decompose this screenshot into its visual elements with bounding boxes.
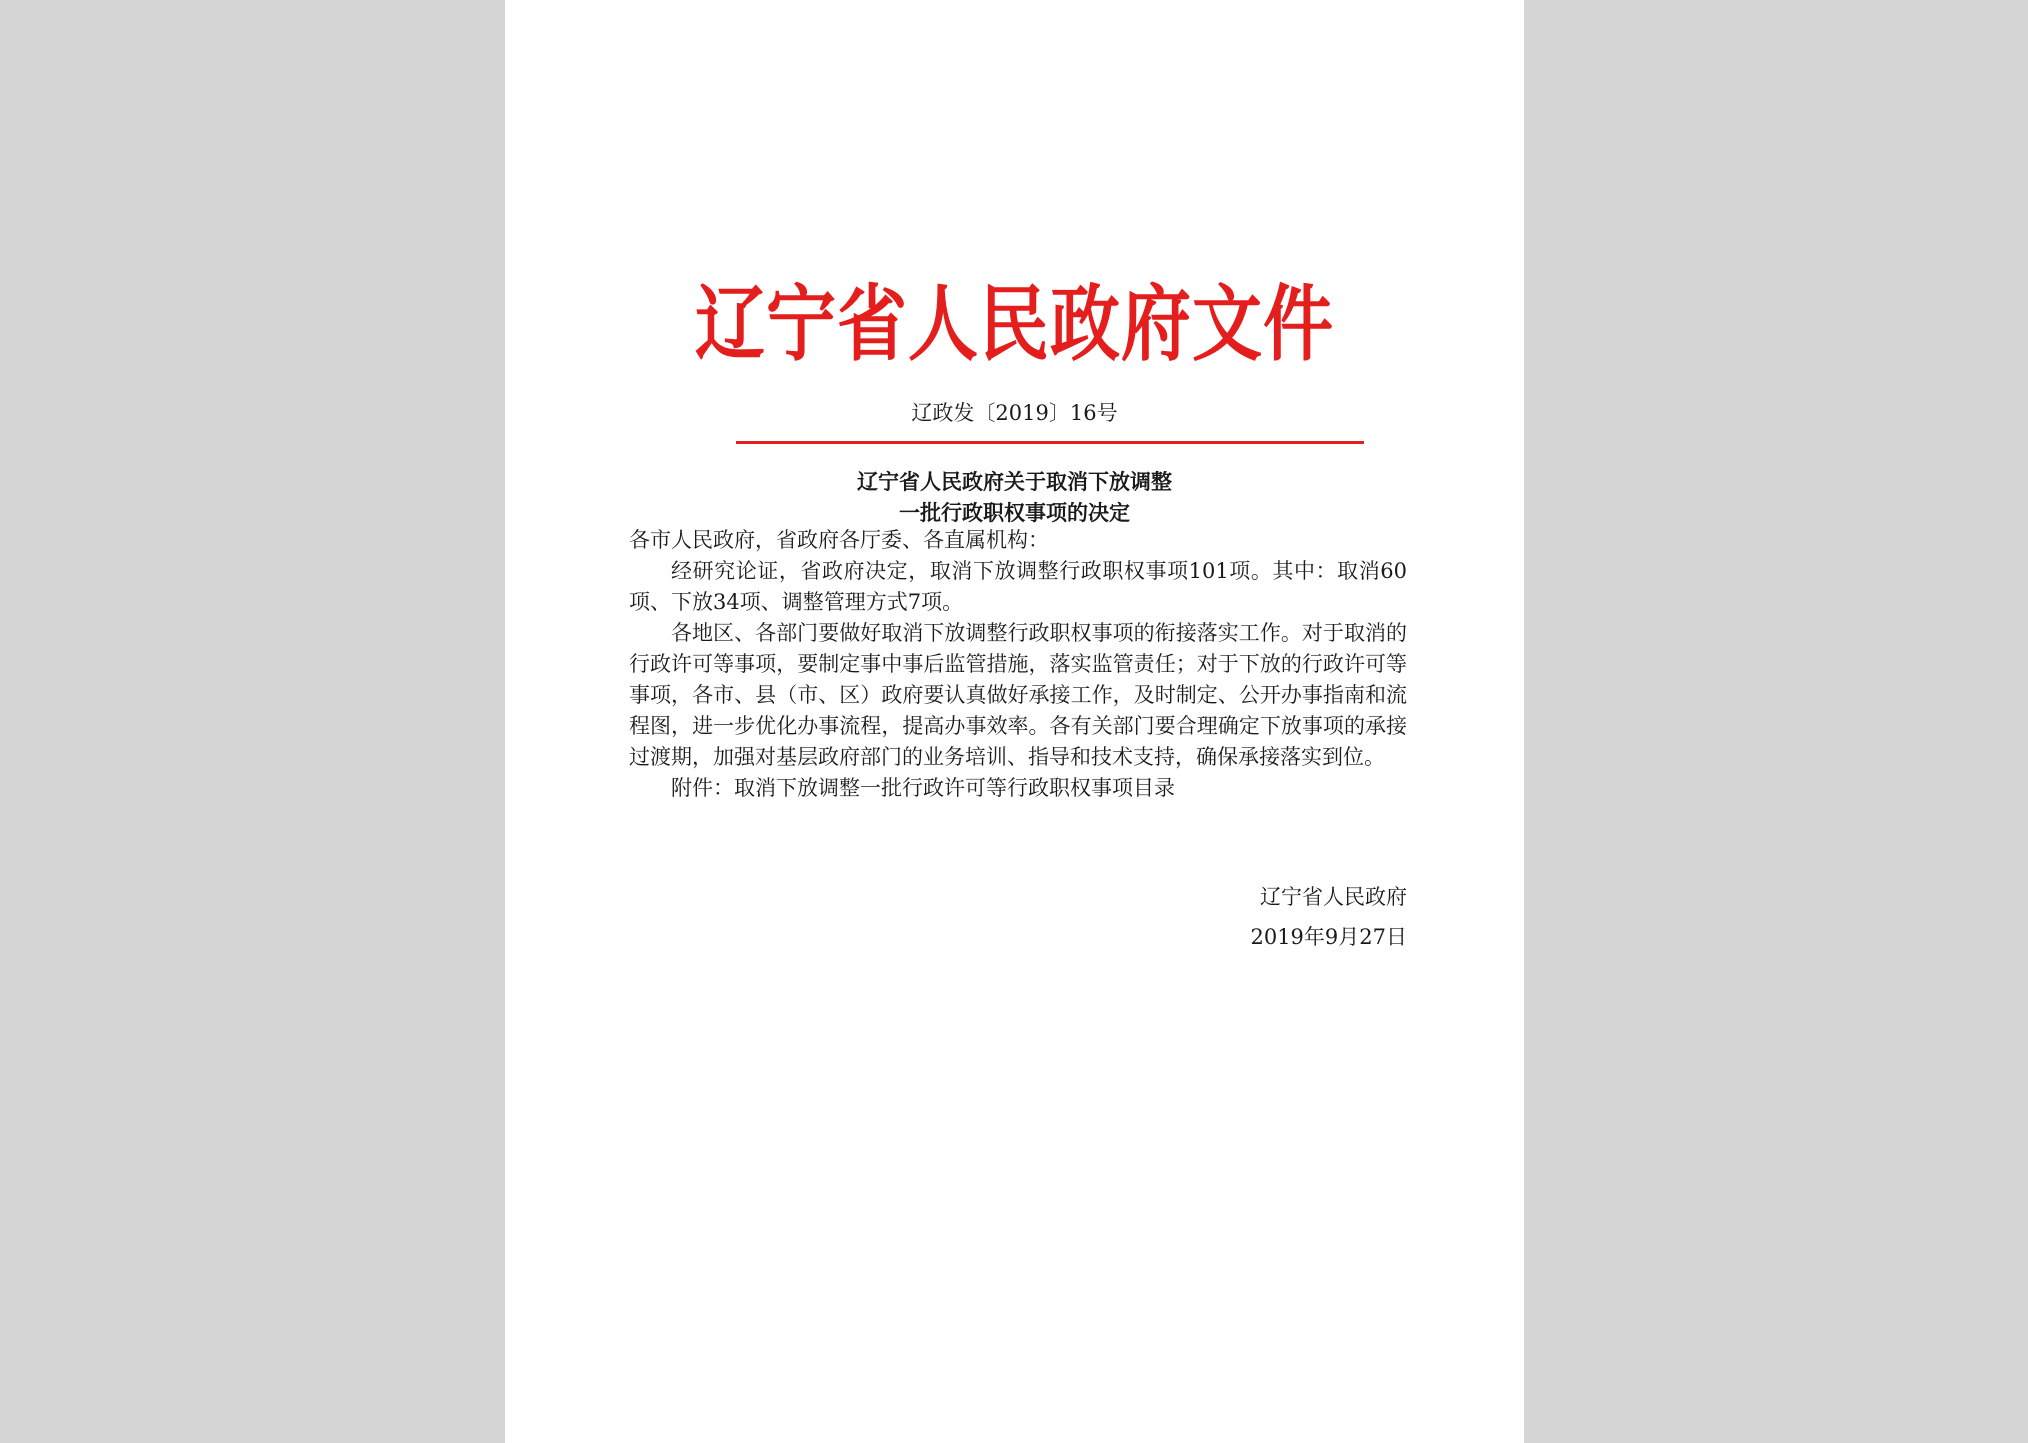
red-separator-line [736,441,1364,444]
salutation: 各市人民政府，省政府各厅委、各直属机构： [629,528,1049,552]
attachment-line: 附件：取消下放调整一批行政许可等行政职权事项目录 [671,776,1175,800]
signatory: 辽宁省人民政府 [1260,885,1407,909]
document-number: 辽政发〔2019〕16号 [911,401,1118,425]
signature-block [1250,877,1407,957]
body-paragraph-1: 经研究论证，省政府决定，取消下放调整行政职权事项101项。其中：取消60项、下放34项、调整管理方式7项。 [629,559,1407,614]
body-paragraph-2: 各地区、各部门要做好取消下放调整行政职权事项的衔接落实工作。对于取消的行政许可等事项，要制定事中事后监管措施，落实监管责任；对于下放的行政许可等事项，各市、县（市、区）政府要认真做好承接工作，及时制定、公开办事指南和流程图，进一步优化办事流程，提高办事效率。各有关部门要合理确定下放事项的承接过渡期，加强对基层政府部门的业务培训、指导和技术支持，确保承接落实到位。 [629,621,1407,769]
document-page [505,0,1524,1443]
document-title [505,466,1524,528]
document-masthead: 辽宁省人民政府文件 [695,275,1334,373]
signing-date: 2019年9月27日 [1250,925,1407,949]
title-line-2: 一批行政职权事项的决定 [899,500,1130,525]
title-line-1: 辽宁省人民政府关于取消下放调整 [857,469,1172,494]
document-body [629,525,1407,804]
